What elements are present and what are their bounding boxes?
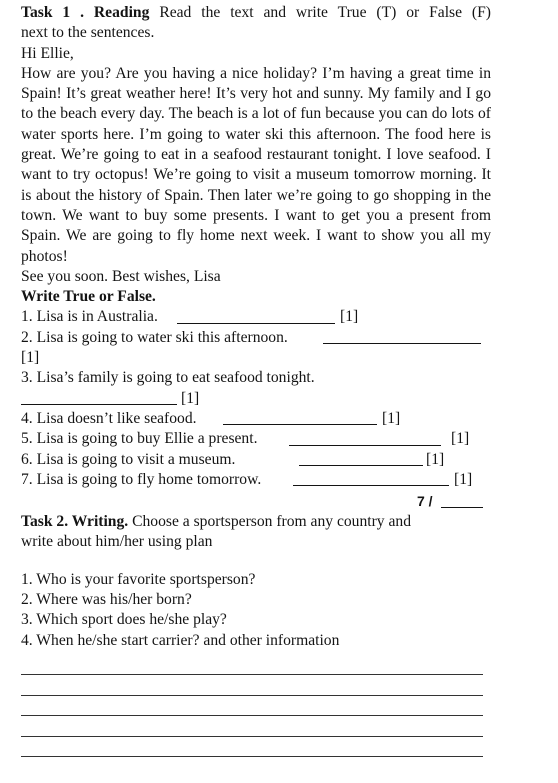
question-1 xyxy=(21,307,491,327)
worksheet xyxy=(21,3,491,757)
question-text: 6. Lisa is going to visit a museum. xyxy=(21,450,236,468)
question-7 xyxy=(21,470,491,490)
task1-heading: Task 1 . Reading xyxy=(21,4,150,21)
question-text: 1. Lisa is in Australia. xyxy=(21,308,158,326)
answer-blank[interactable] xyxy=(323,343,481,344)
question-2-mark-row xyxy=(21,348,491,368)
answer-blank[interactable] xyxy=(299,465,423,466)
question-text: 7. Lisa is going to fly home tomorrow. xyxy=(21,470,262,488)
plan-item-2: 2. Where was his/her born? xyxy=(21,591,192,609)
score-box xyxy=(21,490,491,512)
plan-item-4: 4. When he/she start carrier? and other information xyxy=(21,631,340,649)
questions-heading: Write True or False. xyxy=(21,288,156,306)
question-6 xyxy=(21,450,491,470)
answer-blank[interactable] xyxy=(293,485,449,486)
question-5 xyxy=(21,429,491,449)
writing-line[interactable] xyxy=(21,675,483,696)
letter-sign-off: See you soon. Best wishes, Lisa xyxy=(21,267,221,285)
question-text: 5. Lisa is going to buy Ellie a present. xyxy=(21,430,258,448)
mark: [1] xyxy=(181,389,200,407)
answer-blank[interactable] xyxy=(223,424,377,425)
task2-title-line xyxy=(21,512,491,532)
letter-body: How are you? Are you having a nice holiday? I’m having a great time in Spain! It’s great weather here! It’s very hot and sunny. My family and I go to the beach every day. The beach is a lot of fun because you can do lots of water sports here. I’m going to water ski this afternoon. The food here is great. We’re going to eat in a seafood restaurant tonight. I love seafood. I want to try octopus! We’re going to visit a museum tomorrow morning. It is about the history of Spain. Then later we’re going to go shopping in the town. We want to buy some presents. I want to get you a present from Spain. We are going to fly home next week. I want to show you all my photos! xyxy=(21,64,491,265)
mark: [1] xyxy=(451,430,470,448)
answer-blank[interactable] xyxy=(177,323,335,324)
task2-instruction: Choose a sportsperson from any country and xyxy=(132,513,411,531)
question-text: 3. Lisa’s family is going to eat seafood tonight. xyxy=(21,369,315,387)
mark: [1] xyxy=(426,450,445,468)
task2-instruction-cont: write about him/her using plan xyxy=(21,533,213,551)
plan-item-1: 1. Who is your favorite sportsperson? xyxy=(21,570,256,588)
question-text: 4. Lisa doesn’t like seafood. xyxy=(21,409,197,427)
question-4 xyxy=(21,409,491,429)
question-text: 2. Lisa is going to water ski this afternoon. xyxy=(21,328,288,346)
answer-blank[interactable] xyxy=(21,404,177,405)
mark: [1] xyxy=(454,470,473,488)
answer-blank[interactable] xyxy=(289,445,441,446)
task2-heading: Task 2. Writing. xyxy=(21,513,129,531)
score-blank[interactable] xyxy=(441,507,483,508)
question-3-answer-row xyxy=(21,389,491,409)
task1-instruction-cont: next to the sentences. xyxy=(21,24,155,42)
mark: [1] xyxy=(340,308,359,326)
task1-title-line xyxy=(21,3,491,23)
plan-item-3: 3. Which sport does he/she play? xyxy=(21,611,227,629)
writing-line[interactable] xyxy=(21,737,483,758)
writing-line[interactable] xyxy=(21,696,483,717)
writing-line[interactable] xyxy=(21,716,483,737)
score-label: 7 / xyxy=(417,493,433,510)
writing-line[interactable] xyxy=(21,655,483,676)
letter-greeting: Hi Ellie, xyxy=(21,44,74,62)
mark: [1] xyxy=(21,349,40,367)
mark: [1] xyxy=(382,409,401,427)
question-3 xyxy=(21,368,491,388)
task1-instruction: Read the text and write True (T) or False (F) xyxy=(159,4,491,21)
question-2 xyxy=(21,328,491,348)
